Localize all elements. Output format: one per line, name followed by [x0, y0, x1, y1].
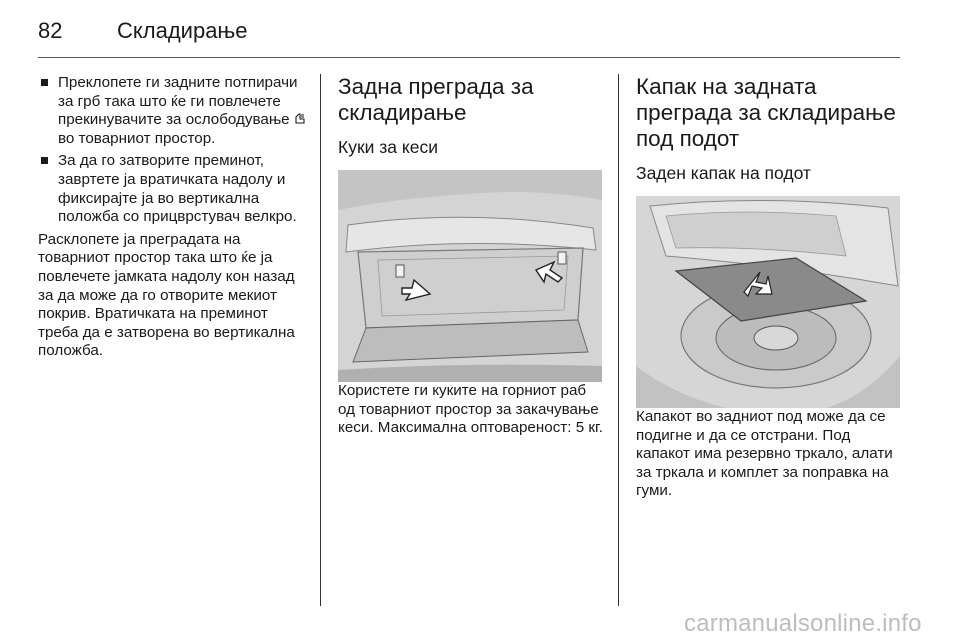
page-number: 82 [38, 18, 63, 43]
column-middle [338, 74, 604, 438]
bullet-item: Преклопете ги задните потпирачи за грб така што ќе ги повлечете прекинувачите за ослободување во товарниот простор. [38, 74, 306, 148]
bullet-square-icon [41, 157, 48, 164]
column-divider [618, 74, 619, 606]
subsection-title: Куки за кеси [338, 137, 438, 157]
seat-release-icon [294, 113, 306, 125]
page-header [0, 0, 960, 58]
column-right [636, 74, 904, 501]
body-paragraph: Расклопете ја преградата на товарниот простор така што ќе ја повлечете јамката надолу кон назад за да може да го отворите мекиот покрив. Вратичката на преминот треба да е затворена во вертикална положба. [38, 230, 295, 360]
column-left [38, 74, 306, 361]
trunk-hooks-illustration [338, 170, 602, 382]
column-divider [320, 74, 321, 606]
figure-caption: Капакот во задниот под може да се подигне и да се отстрани. Под капакот има резервно тркало, алати за тркала и комплет за поправка на гуми. [636, 408, 893, 500]
floor-cover-illustration [636, 196, 900, 408]
subsection-title: Заден капак на подот [636, 163, 811, 183]
figure-caption: Користете ги куките на горниот раб од товарниот простор за закачување кеси. Максимална оптовареност: 5 кг. [338, 382, 603, 437]
chapter-title: Складирање [117, 18, 248, 43]
section-title: Капак на задната преграда за складирање под подот [636, 74, 896, 151]
bullet-item: За да го затворите преминот, завртете ја вратичката надолу и фиксирајте ја во вертикална положба со прицврстувач велкро. [38, 152, 306, 226]
watermark: carmanualsonline.info [684, 610, 922, 637]
section-title: Задна преграда за складирање [338, 74, 534, 125]
bullet-square-icon [41, 79, 48, 86]
header-divider [38, 57, 900, 58]
